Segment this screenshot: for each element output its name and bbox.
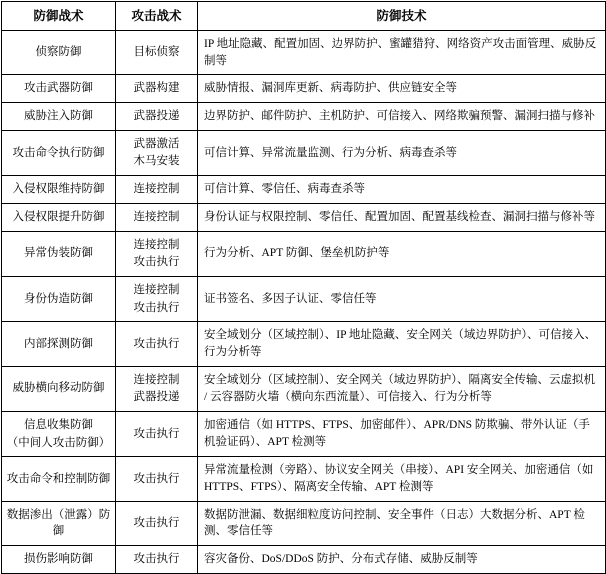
cell-defense-tactic-line: 入侵权限提升防御 <box>12 210 105 223</box>
cell-defense-tactic <box>2 457 116 501</box>
cell-attack-tactic-line: 攻击执行 <box>133 337 180 350</box>
cell-defense-technique: 异常流量检测（旁路）、协议安全网关（串接）、API 安全网关、加密通信（如 HTTPS、FTPS）、隔离安全传输、APT 检测等 <box>198 457 606 501</box>
table-row <box>2 545 606 573</box>
column-header-defense-technique: 防御技术 <box>198 2 606 31</box>
cell-defense-tactic-line: 数据渗出（泄露）防御 <box>6 508 111 538</box>
cell-attack-tactic-line: 攻击执行 <box>133 552 180 565</box>
cell-defense-tactic <box>2 176 116 204</box>
cell-defense-tactic-line: 入侵权限维持防御 <box>12 183 105 196</box>
cell-attack-tactic <box>116 545 198 573</box>
cell-defense-tactic <box>2 276 116 321</box>
cell-attack-tactic-line: 攻击执行 <box>133 256 180 269</box>
cell-attack-tactic-line: 武器构建 <box>133 82 180 95</box>
cell-defense-tactic <box>2 203 116 231</box>
table-row <box>2 231 606 276</box>
cell-defense-technique: 证书签名、多因子认证、零信任等 <box>198 276 606 321</box>
cell-defense-tactic <box>2 501 116 545</box>
table-row <box>2 366 606 411</box>
cell-defense-technique: 安全域划分（区域控制）、IP 地址隐藏、安全网关（域边界防护）、可信接入、行为分析等 <box>198 322 606 366</box>
cell-attack-tactic-line: 连接控制 <box>133 373 180 386</box>
cell-attack-tactic-line: 连接控制 <box>133 183 180 196</box>
cell-defense-tactic-line: 侦察防御 <box>35 46 82 59</box>
cell-defense-technique: 行为分析、APT 防御、堡垒机防护等 <box>198 231 606 276</box>
cell-attack-tactic-line: 武器投递 <box>133 110 180 123</box>
cell-attack-tactic <box>116 103 198 131</box>
cell-defense-technique: 边界防护、邮件防护、主机防护、可信接入、网络欺骗预警、漏洞扫描与修补 <box>198 103 606 131</box>
cell-defense-tactic-line: 攻击命令执行防御 <box>12 146 105 159</box>
cell-defense-tactic-line: 威胁注入防御 <box>24 110 93 123</box>
cell-defense-tactic-line: 损伤影响防御 <box>24 552 93 565</box>
table-row <box>2 176 606 204</box>
cell-attack-tactic-line: 武器投递 <box>133 391 180 404</box>
cell-defense-tactic <box>2 366 116 411</box>
cell-defense-tactic <box>2 411 116 456</box>
cell-defense-tactic-line: 异常伪装防御 <box>24 247 93 260</box>
cell-defense-technique: 可信计算、零信任、病毒查杀等 <box>198 176 606 204</box>
cell-defense-tactic-line: 信息收集防御 <box>24 418 93 431</box>
cell-defense-technique: 身份认证与权限控制、零信任、配置加固、配置基线检查、漏洞扫描与修补等 <box>198 203 606 231</box>
cell-attack-tactic <box>116 31 198 75</box>
cell-defense-tactic-line: 身份伪造防御 <box>24 292 93 305</box>
cell-attack-tactic-line: 攻击执行 <box>133 301 180 314</box>
table-row <box>2 457 606 501</box>
cell-defense-tactic <box>2 130 116 175</box>
cell-attack-tactic <box>116 322 198 366</box>
cell-attack-tactic <box>116 411 198 456</box>
table-row <box>2 276 606 321</box>
cell-defense-technique: 可信计算、异常流量监测、行为分析、病毒查杀等 <box>198 130 606 175</box>
cell-attack-tactic-line: 木马安装 <box>133 155 180 168</box>
cell-attack-tactic <box>116 366 198 411</box>
cell-attack-tactic-line: 武器激活 <box>133 137 180 150</box>
cell-defense-tactic-line: 威胁横向移动防御 <box>12 382 105 395</box>
cell-defense-tactic-line: 攻击武器防御 <box>24 82 93 95</box>
cell-attack-tactic-line: 目标侦察 <box>133 46 180 59</box>
column-header-attack-tactic: 攻击战术 <box>116 2 198 31</box>
cell-defense-technique: IP 地址隐藏、配置加固、边界防护、蜜罐猎狩、网络资产攻击面管理、威胁反制等 <box>198 31 606 75</box>
table-row <box>2 322 606 366</box>
cell-attack-tactic <box>116 75 198 103</box>
table-row <box>2 75 606 103</box>
cell-attack-tactic <box>116 130 198 175</box>
cell-defense-tactic <box>2 231 116 276</box>
cell-attack-tactic <box>116 176 198 204</box>
cell-attack-tactic <box>116 501 198 545</box>
table-header-row <box>2 2 606 31</box>
cell-defense-technique: 威胁情报、漏洞库更新、病毒防护、供应链安全等 <box>198 75 606 103</box>
cell-attack-tactic-line: 攻击执行 <box>133 427 180 440</box>
cell-defense-tactic-line: 攻击命令和控制防御 <box>6 472 111 485</box>
table-row <box>2 130 606 175</box>
cell-defense-technique: 加密通信（如 HTTPS、FTPS、加密邮件）、APR/DNS 防欺骗、带外认证（手机验证码）、APT 检测等 <box>198 411 606 456</box>
cell-defense-technique: 容灾备份、DoS/DDoS 防护、分布式存储、威胁反制等 <box>198 545 606 573</box>
cell-attack-tactic-line: 连接控制 <box>133 283 180 296</box>
table-row <box>2 203 606 231</box>
cell-attack-tactic-line: 连接控制 <box>133 238 180 251</box>
cell-attack-tactic-line: 攻击执行 <box>133 516 180 529</box>
cell-attack-tactic-line: 连接控制 <box>133 210 180 223</box>
table-header <box>2 2 606 31</box>
cell-attack-tactic-line: 攻击执行 <box>133 472 180 485</box>
cell-attack-tactic <box>116 457 198 501</box>
cell-defense-tactic-line: （中间人攻击防御） <box>6 436 111 449</box>
table-row <box>2 411 606 456</box>
cell-defense-tactic <box>2 322 116 366</box>
defense-attack-matrix-table <box>1 1 606 574</box>
defense-attack-matrix-table-wrapper <box>0 1 606 574</box>
cell-defense-technique: 数据防泄漏、数据细粒度访问控制、安全事件（日志）大数据分析、APT 检测、零信任等 <box>198 501 606 545</box>
cell-defense-tactic <box>2 545 116 573</box>
cell-attack-tactic <box>116 203 198 231</box>
cell-attack-tactic <box>116 276 198 321</box>
table-body <box>2 31 606 573</box>
table-row <box>2 31 606 75</box>
table-row <box>2 501 606 545</box>
cell-defense-tactic <box>2 75 116 103</box>
cell-defense-tactic <box>2 31 116 75</box>
column-header-defense-tactic: 防御战术 <box>2 2 116 31</box>
cell-defense-tactic <box>2 103 116 131</box>
table-row <box>2 103 606 131</box>
cell-defense-technique: 安全域划分（区域控制）、安全网关（域边界防护）、隔离安全传输、云虚拟机 / 云容器防火墙（横向东西流量）、可信接入、行为分析等 <box>198 366 606 411</box>
cell-attack-tactic <box>116 231 198 276</box>
cell-defense-tactic-line: 内部探测防御 <box>24 337 93 350</box>
